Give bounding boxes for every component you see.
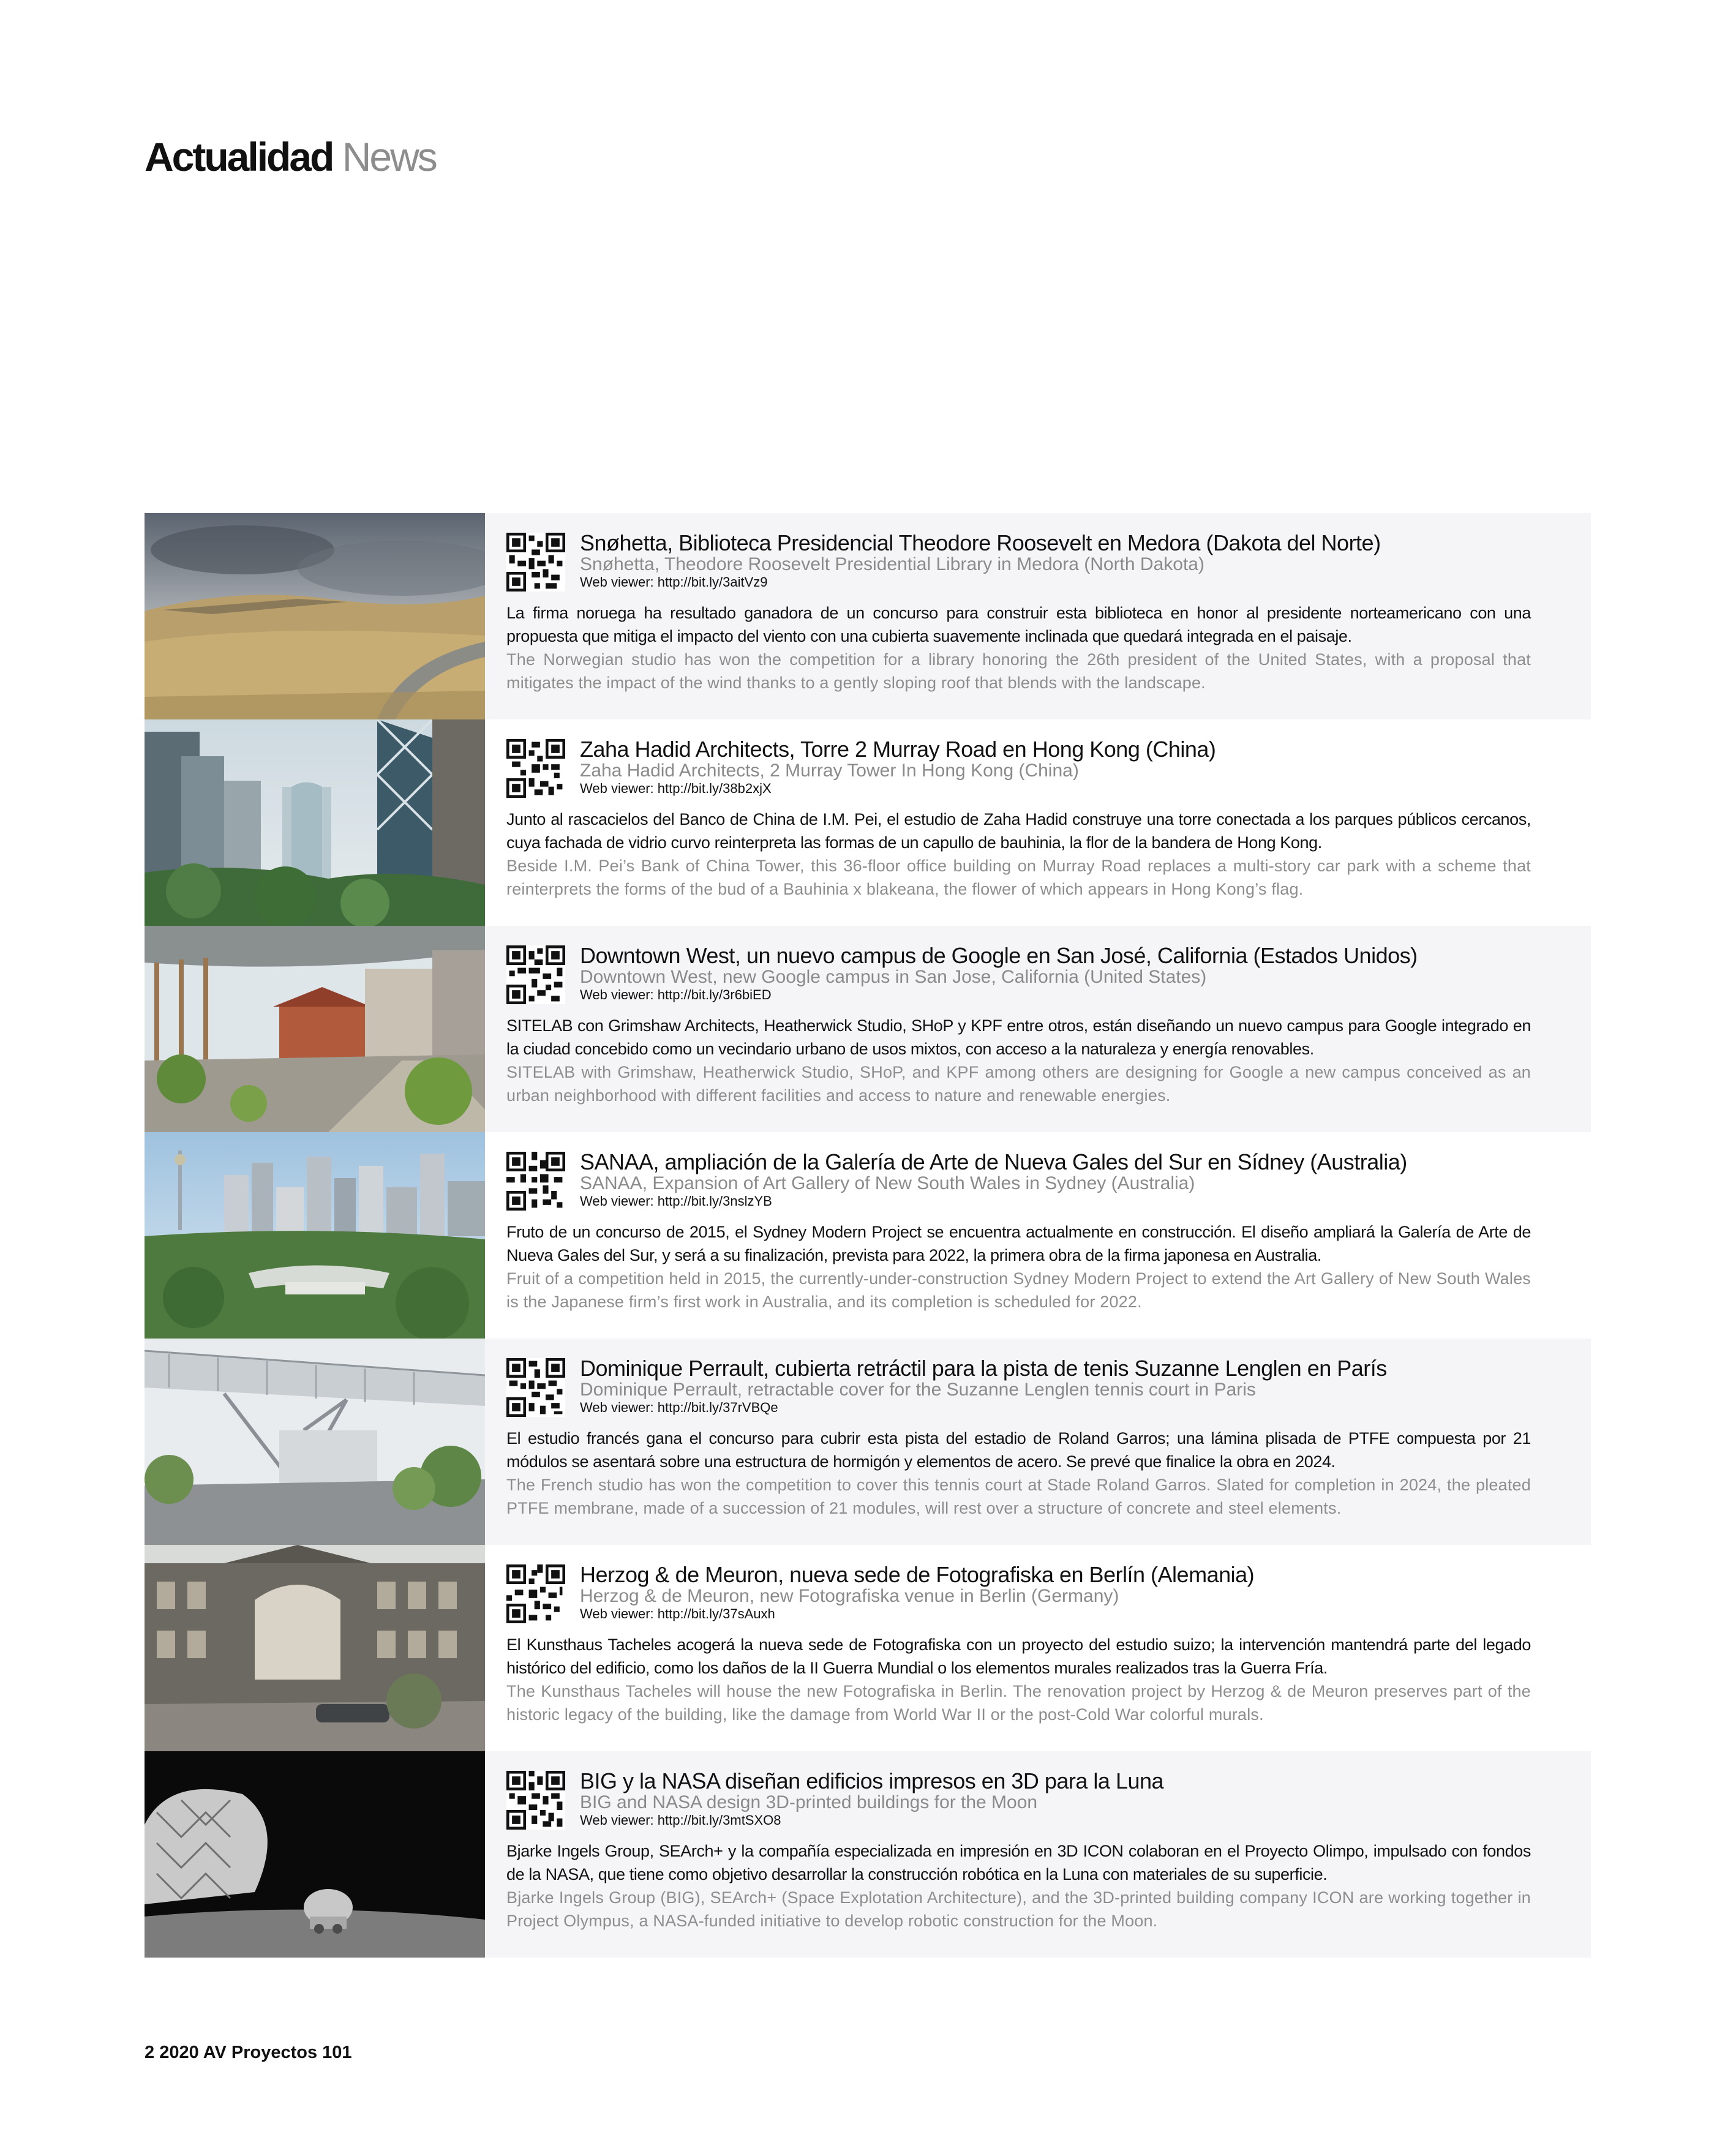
web-viewer-link[interactable]: Web viewer: http://bit.ly/3aitVz9	[580, 574, 768, 590]
qr-code-icon[interactable]	[506, 533, 565, 591]
news-list	[145, 513, 1591, 1958]
news-text-en: Fruit of a competition held in 2015, the currently-under-construction Sydney Modern Project to extend the Art Gallery of New South Wales is the Japanese firm’s first work in Australia, and its completion is scheduled for 2022.	[506, 1269, 1531, 1311]
news-text-en: Beside I.M. Pei’s Bank of China Tower, this 36-floor office building on Murray Road replaces a multi-story car park with a scheme that reinterprets the forms of the bud of a Bauhinia x blakeana, the flower of which appears in Hong Kong’s flag.	[506, 857, 1531, 898]
qr-code-icon[interactable]	[506, 1358, 565, 1417]
news-title: Zaha Hadid Architects, Torre 2 Murray Road en Hong Kong (China)	[580, 737, 1216, 762]
news-item	[145, 1339, 1591, 1545]
news-subtitle: Downtown West, new Google campus in San Jose, California (United States)	[580, 967, 1207, 987]
qr-code-icon[interactable]	[506, 945, 565, 1004]
news-item	[145, 719, 1591, 926]
news-item	[145, 513, 1591, 719]
web-viewer-link[interactable]: Web viewer: http://bit.ly/37rVBQe	[580, 1400, 778, 1415]
page-title-en: News	[342, 134, 436, 179]
news-title: BIG y la NASA diseñan edificios impresos en 3D para la Luna	[580, 1768, 1164, 1793]
page-title	[145, 133, 436, 180]
page-number: 2	[145, 2043, 155, 2062]
news-image-moon-buildings	[145, 1751, 485, 1958]
page-footer	[145, 2043, 352, 2063]
qr-code-icon[interactable]	[506, 1771, 565, 1830]
web-viewer-link[interactable]: Web viewer: http://bit.ly/38b2xjX	[580, 781, 772, 796]
news-text-en: Bjarke Ingels Group (BIG), SEArch+ (Space Explotation Architecture), and the 3D-printed building company ICON are working together in Project Olympus, a NASA-funded initiative to develop robotic construction for the Moon.	[506, 1888, 1531, 1930]
web-viewer-link[interactable]: Web viewer: http://bit.ly/3mtSXO8	[580, 1812, 781, 1828]
web-viewer-link[interactable]: Web viewer: http://bit.ly/37sAuxh	[580, 1606, 775, 1621]
news-title: Snøhetta, Biblioteca Presidencial Theodore Roosevelt en Medora (Dakota del Norte)	[580, 530, 1381, 555]
news-subtitle: Dominique Perrault, retractable cover for the Suzanne Lenglen tennis court in Paris	[580, 1380, 1256, 1400]
news-subtitle: BIG and NASA design 3D-printed buildings for the Moon	[580, 1792, 1038, 1812]
news-image-downtown-west	[145, 926, 485, 1132]
news-text-en: SITELAB with Grimshaw, Heatherwick Studio, SHoP, and KPF among others are designing for Google a new campus conceived as an urban neighborhood with different facilities and access to nature and renewable energies.	[506, 1063, 1531, 1105]
news-title: SANAA, ampliación de la Galería de Arte de Nueva Gales del Sur en Sídney (Australia)	[580, 1149, 1407, 1174]
web-viewer-link[interactable]: Web viewer: http://bit.ly/3r6biED	[580, 987, 772, 1002]
news-text-es: El Kunsthaus Tacheles acogerá la nueva sede de Fotografiska con un proyecto del estudio suizo; la intervención mantendrá parte del legado histórico del edificio, como los daños de la II Guerra Mundial o los elementos murales realizados tras la Guerra Fría.	[506, 1635, 1531, 1677]
news-item	[145, 1132, 1591, 1339]
publication-info: 2020 AV Proyectos 101	[159, 2043, 352, 2062]
qr-code-icon[interactable]	[506, 1564, 565, 1623]
news-subtitle: Herzog & de Meuron, new Fotografiska venue in Berlin (Germany)	[580, 1586, 1119, 1606]
news-text-en: The Kunsthaus Tacheles will house the new Fotografiska in Berlin. The renovation project by Herzog & de Meuron preserves part of the historic legacy of the building, like the damage from World War II or the post-Cold War colorful murals.	[506, 1682, 1531, 1724]
news-subtitle: Snøhetta, Theodore Roosevelt Presidential Library in Medora (North Dakota)	[580, 554, 1204, 574]
news-title: Dominique Perrault, cubierta retráctil para la pista de tenis Suzanne Lenglen en París	[580, 1356, 1387, 1381]
news-image-fotografiska	[145, 1545, 485, 1751]
news-text-en: The Norwegian studio has won the competition for a library honoring the 26th president of the United States, with a proposal that mitigates the impact of the wind thanks to a gently sloping roof that blends with the landscape.	[506, 650, 1531, 692]
news-text-es: Fruto de un concurso de 2015, el Sydney Modern Project se encuentra actualmente en construcción. El diseño ampliará la Galería de Arte de Nueva Gales del Sur, y será a su finalización, prevista para 2022, la primera obra de la firma japonesa en Australia.	[506, 1223, 1531, 1264]
news-title: Downtown West, un nuevo campus de Google en San José, California (Estados Unidos)	[580, 943, 1418, 968]
news-item	[145, 1545, 1591, 1751]
news-subtitle: SANAA, Expansion of Art Gallery of New South Wales in Sydney (Australia)	[580, 1173, 1195, 1193]
news-image-murray-tower	[145, 719, 485, 926]
news-title: Herzog & de Meuron, nueva sede de Fotografiska en Berlín (Alemania)	[580, 1562, 1255, 1587]
news-item	[145, 1751, 1591, 1958]
news-text-es: Bjarke Ingels Group, SEArch+ y la compañía especializada en impresión en 3D ICON colaboran en el Proyecto Olimpo, impulsado con fondos de la NASA, que tiene como objetivo desarrollar la construcción robótica en la Luna con materiales de su superficie.	[506, 1842, 1531, 1883]
qr-code-icon[interactable]	[506, 1152, 565, 1211]
news-text-es: La firma noruega ha resultado ganadora de un concurso para construir esta biblioteca en honor al presidente norteamericano con una propuesta que mitiga el impacto del viento con una cubierta suavemente inclinada que quedará integrada en el paisaje.	[506, 604, 1531, 645]
news-image-snohetta-library	[145, 513, 485, 719]
news-image-sydney-modern	[145, 1132, 485, 1339]
news-text-es: El estudio francés gana el concurso para cubrir esta pista del estadio de Roland Garros; una lámina plisada de PTFE compuesta por 21 módulos se asentará sobre una estructura de hormigón y elementos de acero. Se prevé que finalice la obra en 2024.	[506, 1429, 1531, 1471]
news-text-en: The French studio has won the competition to cover this tennis court at Stade Roland Garros. Slated for completion in 2024, the pleated PTFE membrane, made of a succession of 21 modules, will rest over a structure of concrete and steel elements.	[506, 1476, 1531, 1517]
news-text-es: Junto al rascacielos del Banco de China de I.M. Pei, el estudio de Zaha Hadid construye una torre conectada a los parques públicos cercanos, cuya fachada de vidrio curvo reinterpreta las formas de un capullo de bauhinia, la flor de la bandera de Hong Kong.	[506, 810, 1531, 852]
news-item	[145, 926, 1591, 1132]
news-text-es: SITELAB con Grimshaw Architects, Heatherwick Studio, SHoP y KPF entre otros, están diseñando un nuevo campus para Google integrado en la ciudad concebido como un vecindario urbano de usos mixtos, con acceso a la naturaleza y energía renovables.	[506, 1016, 1531, 1058]
web-viewer-link[interactable]: Web viewer: http://bit.ly/3nslzYB	[580, 1193, 772, 1209]
news-image-suzanne-lenglen	[145, 1339, 485, 1545]
qr-code-icon[interactable]	[506, 739, 565, 798]
page-title-es: Actualidad	[145, 134, 333, 179]
news-subtitle: Zaha Hadid Architects, 2 Murray Tower In Hong Kong (China)	[580, 760, 1079, 781]
